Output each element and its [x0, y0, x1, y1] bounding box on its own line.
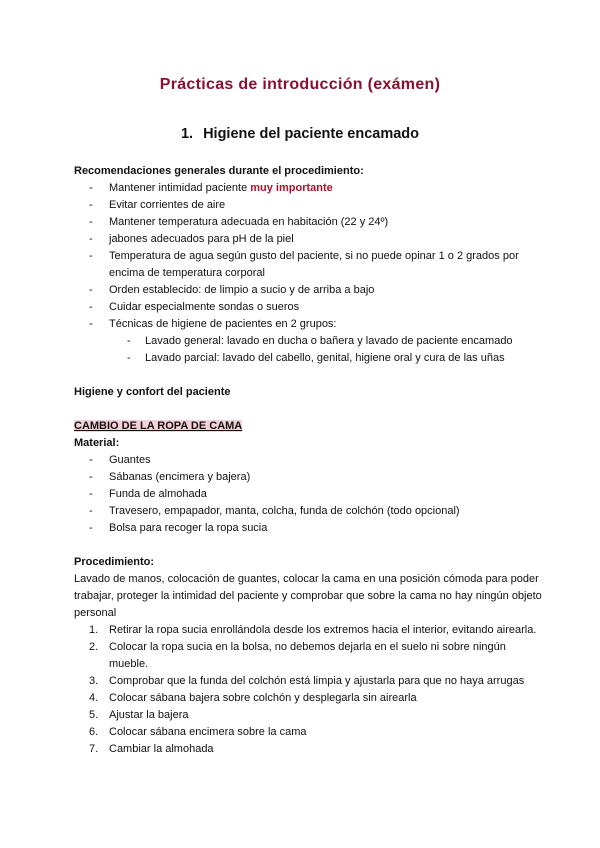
step-number: 2. — [89, 641, 99, 653]
step-number: 5. — [89, 709, 99, 721]
procedimiento-block — [74, 554, 544, 758]
material-list — [74, 452, 544, 537]
list-item: - Cuidar especialmente sondas o sueros — [74, 299, 544, 316]
section-heading — [0, 126, 600, 142]
list-item-text: Mantener intimidad paciente — [109, 182, 251, 194]
list-item: - Evitar corrientes de aire — [74, 197, 544, 214]
list-item — [74, 180, 544, 197]
step-text: Colocar sábana encimera sobre la cama — [109, 726, 307, 738]
step-number: 6. — [89, 726, 99, 738]
step-number: 7. — [89, 743, 99, 755]
sub-list-item: - Lavado parcial: lavado del cabello, genital, higiene oral y cura de las uñas — [74, 350, 544, 367]
techniques-sublist — [74, 333, 544, 367]
list-item: - Orden establecido: de limpio a sucio y de arriba a bajo — [74, 282, 544, 299]
list-item: - Guantes — [74, 452, 544, 469]
step-text: Colocar la ropa sucia en la bolsa, no debemos dejarla en el suelo ni sobre ningún mueble. — [109, 641, 506, 670]
list-item: - Sábanas (encimera y bajera) — [74, 469, 544, 486]
higiene-confort-heading: Higiene y confort del paciente — [74, 386, 231, 398]
list-item: - Mantener temperatura adecuada en habitación (22 y 24º) — [74, 214, 544, 231]
sub-list-item: - Lavado general: lavado en ducha o bañera y lavado de paciente encamado — [74, 333, 544, 350]
cambio-heading: CAMBIO DE LA ROPA DE CAMA — [74, 420, 243, 432]
section-title: Higiene del paciente encamado — [203, 126, 420, 142]
recommendations-list — [74, 180, 544, 333]
step-item — [74, 707, 544, 724]
step-number: 4. — [89, 692, 99, 704]
cambio-ropa-block — [74, 418, 544, 537]
list-item: - jabones adecuados para pH de la piel — [74, 231, 544, 248]
recommendations-heading: Recomendaciones generales durante el procedimiento: — [74, 165, 364, 177]
step-item — [74, 673, 544, 690]
material-heading: Material: — [74, 437, 120, 449]
step-text: Colocar sábana bajera sobre colchón y desplegarla sin airearla — [109, 692, 417, 704]
step-item — [74, 724, 544, 741]
list-item: - Travesero, empapador, manta, colcha, funda de colchón (todo opcional) — [74, 503, 544, 520]
list-item: - Temperatura de agua según gusto del paciente, si no puede opinar 1 o 2 grados por encima de temperatura corporal — [74, 248, 544, 282]
document-title: Prácticas de introducción (exámen) — [159, 76, 441, 93]
step-text: Retirar la ropa sucia enrollándola desde los extremos hacia el interior, evitando airearla. — [109, 624, 537, 636]
step-number: 1. — [89, 624, 99, 636]
step-item — [74, 639, 544, 673]
list-item: - Bolsa para recoger la ropa sucia — [74, 520, 544, 537]
procedimiento-heading: Procedimiento: — [74, 556, 155, 568]
procedimiento-intro: Lavado de manos, colocación de guantes, colocar la cama en una posición cómoda para poder trabajar, proteger la intimidad del paciente y comprobar que sobre la cama no hay ningún objeto personal — [74, 573, 542, 619]
emphasis-text: muy importante — [250, 182, 333, 194]
step-item — [74, 622, 544, 639]
step-item — [74, 690, 544, 707]
list-item: - Funda de almohada — [74, 486, 544, 503]
recommendations-block — [74, 163, 544, 367]
step-number: 3. — [89, 675, 99, 687]
list-item: - Técnicas de higiene de pacientes en 2 grupos: — [74, 316, 544, 333]
step-text: Ajustar la bajera — [109, 709, 189, 721]
section-number: 1. — [180, 126, 194, 142]
step-item — [74, 741, 544, 758]
step-text: Comprobar que la funda del colchón está limpia y ajustarla para que no haya arrugas — [109, 675, 525, 687]
steps-list — [74, 622, 544, 758]
step-text: Cambiar la almohada — [109, 743, 214, 755]
